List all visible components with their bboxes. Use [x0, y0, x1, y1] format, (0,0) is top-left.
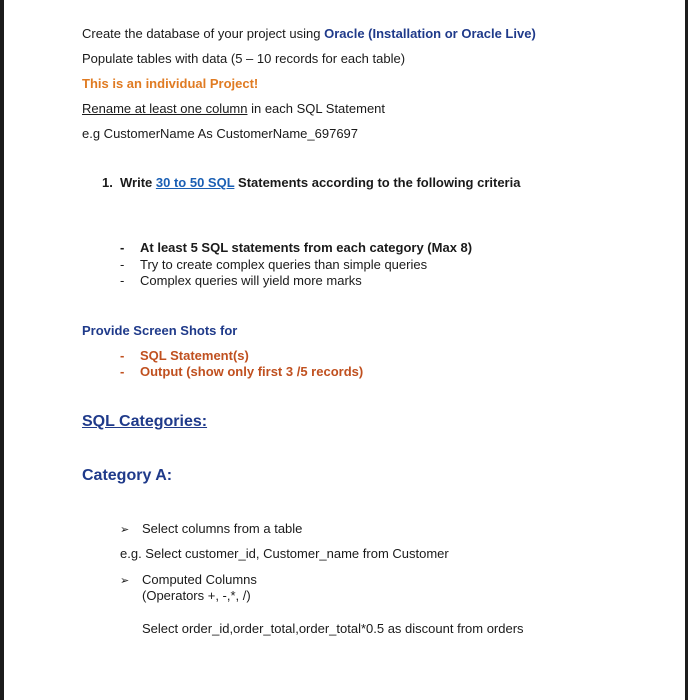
category-example: e.g. Select customer_id, Customer_name from Customer: [120, 546, 449, 561]
individual-project-note: This is an individual Project!: [82, 76, 259, 91]
sql-count-link[interactable]: 30 to 50 SQL: [155, 175, 235, 190]
arrow-bullet-icon: ➢: [120, 575, 130, 587]
bullet-dash: -: [120, 348, 125, 363]
arrow-bullet-icon: ➢: [120, 524, 130, 536]
screenshot-item-text: Output (show only first 3 /5 records): [140, 364, 364, 379]
bullet-dash: -: [120, 240, 125, 255]
intro-line-1-prefix: Create the database of your project using: [82, 26, 325, 41]
intro-line-1: [82, 26, 536, 41]
criteria-item: [102, 175, 520, 190]
intro-example: e.g CustomerName As CustomerName_697697: [82, 126, 359, 141]
screenshots-heading: Provide Screen Shots for: [82, 323, 238, 338]
criteria-bullet: [120, 240, 472, 255]
criteria-bullet: [120, 257, 427, 272]
rename-column-text: Rename at least one column: [82, 101, 248, 116]
oracle-highlight: Oracle (Installation or Oracle Live): [324, 26, 536, 41]
criteria-number: 1.: [102, 175, 113, 190]
left-border: [0, 0, 4, 700]
category-a-heading: Category A:: [82, 467, 173, 484]
intro-line-4-rest: in each SQL Statement: [247, 101, 386, 116]
category-item: [120, 521, 302, 536]
bullet-dash: -: [120, 257, 125, 272]
criteria-bullet: [120, 273, 362, 288]
category-item-text: Select columns from a table: [142, 521, 303, 536]
intro-line-2: Populate tables with data (5 – 10 records for each table): [82, 51, 406, 66]
bullet-dash: -: [120, 364, 125, 379]
criteria-suffix: Statements according to the following criteria: [234, 175, 521, 190]
bullet-text: Try to create complex queries than simple queries: [140, 257, 428, 272]
sql-categories-heading: SQL Categories:: [82, 413, 208, 430]
criteria-prefix: Write: [120, 175, 156, 190]
bullet-text: Complex queries will yield more marks: [140, 273, 362, 288]
category-item-text: Computed Columns: [142, 572, 257, 587]
intro-line-4: [82, 101, 385, 116]
bullet-dash: -: [120, 273, 125, 288]
screenshot-item: [120, 348, 249, 363]
operators-note: (Operators +, -,*, /): [142, 588, 251, 603]
screenshot-item-text: SQL Statement(s): [140, 348, 249, 363]
category-item: [120, 572, 257, 587]
bullet-text: At least 5 SQL statements from each category (Max 8): [140, 240, 473, 255]
category-example: Select order_id,order_total,order_total*0.5 as discount from orders: [142, 621, 524, 636]
screenshot-item: [120, 364, 363, 379]
